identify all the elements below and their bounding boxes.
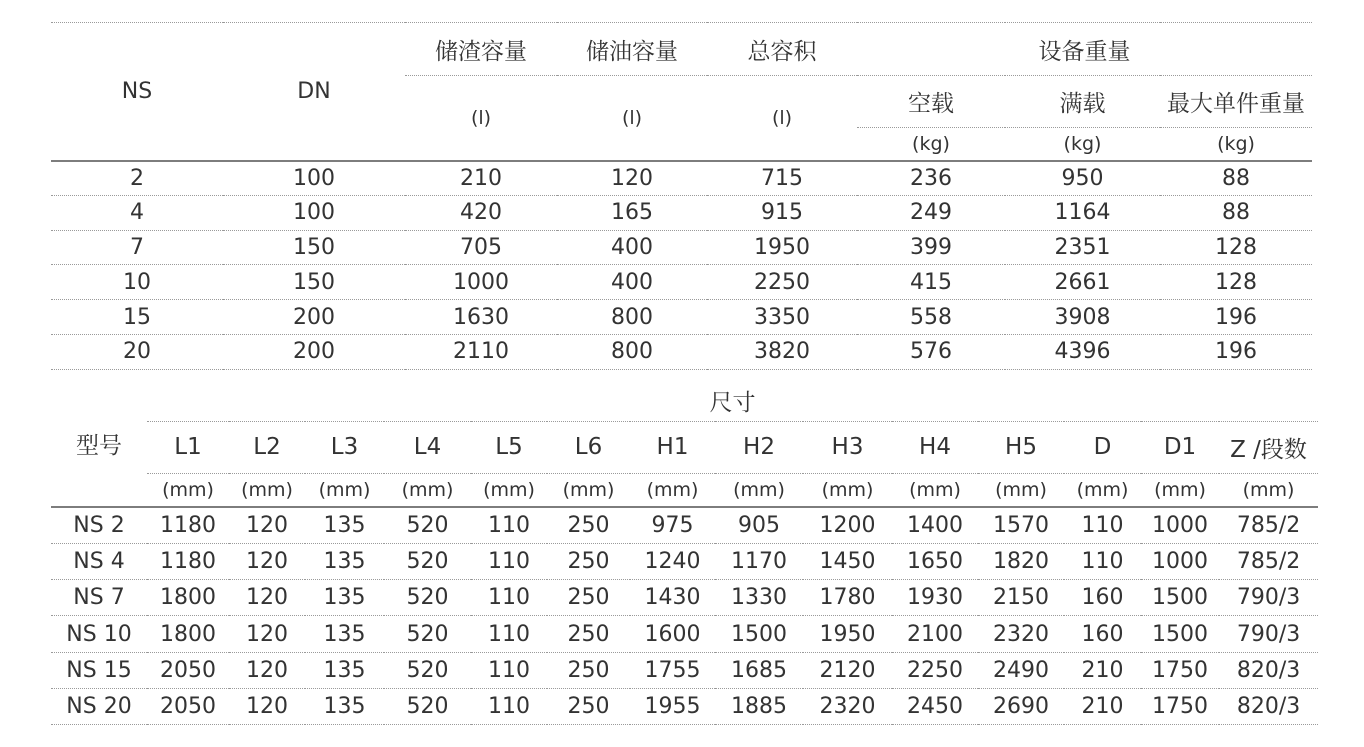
table-cell: 1800 bbox=[147, 616, 229, 652]
table-cell: 4396 bbox=[1005, 334, 1160, 369]
table-cell: 2 bbox=[51, 161, 223, 196]
table-cell: 1800 bbox=[147, 580, 229, 616]
header-total-volume: 总容积 bbox=[707, 23, 857, 76]
table-cell: 200 bbox=[223, 334, 405, 369]
column-header: D bbox=[1064, 421, 1141, 473]
table-cell: 399 bbox=[857, 230, 1005, 265]
table-cell: 1400 bbox=[892, 507, 978, 543]
unit-slag: (l) bbox=[405, 76, 557, 161]
column-header: D1 bbox=[1141, 421, 1219, 473]
table-cell: 785/2 bbox=[1219, 507, 1318, 543]
table-row bbox=[51, 265, 1312, 300]
table-cell: 196 bbox=[1160, 300, 1312, 335]
column-header: H4 bbox=[892, 421, 978, 473]
model-cell: NS 15 bbox=[51, 652, 147, 688]
table-cell: 1430 bbox=[630, 580, 715, 616]
table-cell: 210 bbox=[405, 161, 557, 196]
table-cell: 820/3 bbox=[1219, 688, 1318, 724]
table-cell: 120 bbox=[229, 507, 305, 543]
table-row bbox=[51, 230, 1312, 265]
table-cell: 7 bbox=[51, 230, 223, 265]
table-cell: 1000 bbox=[405, 265, 557, 300]
header-dn: DN bbox=[223, 23, 405, 161]
table-cell: 1685 bbox=[715, 652, 803, 688]
table-cell: 165 bbox=[557, 195, 707, 230]
table-cell: 1750 bbox=[1141, 652, 1219, 688]
dimensions-table bbox=[51, 381, 1318, 725]
table-cell: 150 bbox=[223, 230, 405, 265]
table-cell: 249 bbox=[857, 195, 1005, 230]
dimension-units-row bbox=[51, 473, 1318, 507]
table-cell: 1820 bbox=[978, 543, 1064, 579]
table-cell: 110 bbox=[471, 652, 547, 688]
table-cell: 820/3 bbox=[1219, 652, 1318, 688]
table-cell: 250 bbox=[547, 507, 630, 543]
capacity-weight-table bbox=[51, 22, 1312, 370]
table-cell: 1750 bbox=[1141, 688, 1219, 724]
table-cell: 160 bbox=[1064, 580, 1141, 616]
table-cell: 3908 bbox=[1005, 300, 1160, 335]
table-cell: 135 bbox=[305, 507, 384, 543]
model-cell: NS 10 bbox=[51, 616, 147, 652]
dimension-column-headers bbox=[51, 421, 1318, 473]
table-cell: 400 bbox=[557, 265, 707, 300]
table-cell: 400 bbox=[557, 230, 707, 265]
unit-label: (mm) bbox=[978, 473, 1064, 507]
table-cell: 250 bbox=[547, 616, 630, 652]
unit-max-single: (kg) bbox=[1160, 128, 1312, 161]
header-ns: NS bbox=[51, 23, 223, 161]
table-cell: 520 bbox=[384, 688, 471, 724]
table-cell: 1780 bbox=[803, 580, 892, 616]
table-cell: 2320 bbox=[803, 688, 892, 724]
table-cell: 1200 bbox=[803, 507, 892, 543]
unit-label: (mm) bbox=[1064, 473, 1141, 507]
table-cell: 2120 bbox=[803, 652, 892, 688]
table-cell: 1950 bbox=[803, 616, 892, 652]
table-cell: 705 bbox=[405, 230, 557, 265]
table-cell: 1180 bbox=[147, 543, 229, 579]
table-cell: 196 bbox=[1160, 334, 1312, 369]
table-cell: 250 bbox=[547, 580, 630, 616]
table-cell: 975 bbox=[630, 507, 715, 543]
unit-label: (mm) bbox=[1141, 473, 1219, 507]
table-cell: 1500 bbox=[1141, 580, 1219, 616]
table-cell: 200 bbox=[223, 300, 405, 335]
table-cell: 1240 bbox=[630, 543, 715, 579]
table-cell: 1000 bbox=[1141, 507, 1219, 543]
unit-full: (kg) bbox=[1005, 128, 1160, 161]
table-cell: 110 bbox=[471, 688, 547, 724]
unit-label: (mm) bbox=[471, 473, 547, 507]
table-row bbox=[51, 616, 1318, 652]
table-cell: 110 bbox=[471, 543, 547, 579]
unit-label: (mm) bbox=[229, 473, 305, 507]
table-cell: 135 bbox=[305, 543, 384, 579]
header-equipment-weight: 设备重量 bbox=[857, 23, 1312, 76]
unit-total: (l) bbox=[707, 76, 857, 161]
table-cell: 110 bbox=[1064, 543, 1141, 579]
table-cell: 2661 bbox=[1005, 265, 1160, 300]
table-cell: 2690 bbox=[978, 688, 1064, 724]
table-cell: 2110 bbox=[405, 334, 557, 369]
unit-label: (mm) bbox=[1219, 473, 1318, 507]
column-header: Z /段数 bbox=[1219, 421, 1318, 473]
table-cell: 1170 bbox=[715, 543, 803, 579]
unit-label: (mm) bbox=[147, 473, 229, 507]
table-cell: 3820 bbox=[707, 334, 857, 369]
table-row bbox=[51, 652, 1318, 688]
column-header: L6 bbox=[547, 421, 630, 473]
table-row bbox=[51, 580, 1318, 616]
table-cell: 120 bbox=[229, 580, 305, 616]
table-cell: 1450 bbox=[803, 543, 892, 579]
table-cell: 110 bbox=[1064, 507, 1141, 543]
table-cell: 120 bbox=[229, 543, 305, 579]
column-header: H1 bbox=[630, 421, 715, 473]
table-cell: 905 bbox=[715, 507, 803, 543]
unit-oil: (l) bbox=[557, 76, 707, 161]
table-cell: 1630 bbox=[405, 300, 557, 335]
table-cell: 110 bbox=[471, 507, 547, 543]
unit-label: (mm) bbox=[384, 473, 471, 507]
table-cell: 1930 bbox=[892, 580, 978, 616]
table-cell: 2150 bbox=[978, 580, 1064, 616]
table-row bbox=[51, 543, 1318, 579]
table-cell: 1500 bbox=[715, 616, 803, 652]
table-cell: 520 bbox=[384, 507, 471, 543]
table-row bbox=[51, 161, 1312, 196]
table-cell: 520 bbox=[384, 616, 471, 652]
table-cell: 1164 bbox=[1005, 195, 1160, 230]
table-cell: 250 bbox=[547, 652, 630, 688]
dimensions-table-body bbox=[51, 507, 1318, 725]
table-cell: 1600 bbox=[630, 616, 715, 652]
table-cell: 520 bbox=[384, 543, 471, 579]
unit-label: (mm) bbox=[305, 473, 384, 507]
table-cell: 950 bbox=[1005, 161, 1160, 196]
table-cell: 88 bbox=[1160, 195, 1312, 230]
table-cell: 790/3 bbox=[1219, 580, 1318, 616]
table-cell: 20 bbox=[51, 334, 223, 369]
table-cell: 2050 bbox=[147, 652, 229, 688]
table-cell: 576 bbox=[857, 334, 1005, 369]
table-cell: 210 bbox=[1064, 652, 1141, 688]
column-header: L1 bbox=[147, 421, 229, 473]
table-cell: 2100 bbox=[892, 616, 978, 652]
table-cell: 110 bbox=[471, 616, 547, 652]
table-cell: 100 bbox=[223, 161, 405, 196]
table-cell: 1330 bbox=[715, 580, 803, 616]
column-header: L5 bbox=[471, 421, 547, 473]
table-cell: 1570 bbox=[978, 507, 1064, 543]
unit-label: (mm) bbox=[892, 473, 978, 507]
table-cell: 120 bbox=[229, 688, 305, 724]
table-cell: 785/2 bbox=[1219, 543, 1318, 579]
table-cell: 250 bbox=[547, 688, 630, 724]
table-cell: 2351 bbox=[1005, 230, 1160, 265]
table-cell: 1885 bbox=[715, 688, 803, 724]
table-cell: 2320 bbox=[978, 616, 1064, 652]
table-cell: 10 bbox=[51, 265, 223, 300]
table-cell: 800 bbox=[557, 334, 707, 369]
table-cell: 135 bbox=[305, 688, 384, 724]
unit-empty: (kg) bbox=[857, 128, 1005, 161]
table-cell: 120 bbox=[229, 616, 305, 652]
column-header: L2 bbox=[229, 421, 305, 473]
header-empty-load: 空载 bbox=[857, 76, 1005, 128]
table-cell: 3350 bbox=[707, 300, 857, 335]
column-header: L4 bbox=[384, 421, 471, 473]
table-cell: 1755 bbox=[630, 652, 715, 688]
header-slag-capacity: 储渣容量 bbox=[405, 23, 557, 76]
table-cell: 1180 bbox=[147, 507, 229, 543]
header-max-single-weight: 最大单件重量 bbox=[1160, 76, 1312, 128]
table-cell: 1500 bbox=[1141, 616, 1219, 652]
table-cell: 120 bbox=[557, 161, 707, 196]
table-cell: 800 bbox=[557, 300, 707, 335]
table-cell: 2250 bbox=[892, 652, 978, 688]
table-cell: 1955 bbox=[630, 688, 715, 724]
table-cell: 2250 bbox=[707, 265, 857, 300]
table-cell: 110 bbox=[471, 580, 547, 616]
column-header: H2 bbox=[715, 421, 803, 473]
table-cell: 715 bbox=[707, 161, 857, 196]
table-cell: 128 bbox=[1160, 265, 1312, 300]
model-cell: NS 2 bbox=[51, 507, 147, 543]
table-cell: 520 bbox=[384, 652, 471, 688]
table-cell: 558 bbox=[857, 300, 1005, 335]
table-cell: 120 bbox=[229, 652, 305, 688]
column-header: H3 bbox=[803, 421, 892, 473]
capacity-table-body bbox=[51, 161, 1312, 370]
column-header: L3 bbox=[305, 421, 384, 473]
unit-label: (mm) bbox=[630, 473, 715, 507]
table-cell: 88 bbox=[1160, 161, 1312, 196]
table-cell: 135 bbox=[305, 580, 384, 616]
table-cell: 1000 bbox=[1141, 543, 1219, 579]
table-row bbox=[51, 688, 1318, 724]
table-cell: 236 bbox=[857, 161, 1005, 196]
table-row bbox=[51, 334, 1312, 369]
table-cell: 915 bbox=[707, 195, 857, 230]
column-header: H5 bbox=[978, 421, 1064, 473]
table-cell: 420 bbox=[405, 195, 557, 230]
model-cell: NS 4 bbox=[51, 543, 147, 579]
table-cell: 2050 bbox=[147, 688, 229, 724]
table-cell: 210 bbox=[1064, 688, 1141, 724]
unit-label: (mm) bbox=[715, 473, 803, 507]
table-cell: 250 bbox=[547, 543, 630, 579]
model-cell: NS 20 bbox=[51, 688, 147, 724]
table-cell: 150 bbox=[223, 265, 405, 300]
table-cell: 2450 bbox=[892, 688, 978, 724]
table-cell: 520 bbox=[384, 580, 471, 616]
header-full-load: 满载 bbox=[1005, 76, 1160, 128]
table-cell: 2490 bbox=[978, 652, 1064, 688]
header-oil-capacity: 储油容量 bbox=[557, 23, 707, 76]
table-cell: 415 bbox=[857, 265, 1005, 300]
header-size: 尺寸 bbox=[147, 381, 1318, 421]
table-cell: 4 bbox=[51, 195, 223, 230]
table-cell: 135 bbox=[305, 652, 384, 688]
table-cell: 128 bbox=[1160, 230, 1312, 265]
table-cell: 1950 bbox=[707, 230, 857, 265]
table-row bbox=[51, 300, 1312, 335]
table-cell: 135 bbox=[305, 616, 384, 652]
table-row bbox=[51, 507, 1318, 543]
unit-label: (mm) bbox=[547, 473, 630, 507]
table-cell: 160 bbox=[1064, 616, 1141, 652]
table-row bbox=[51, 195, 1312, 230]
model-cell: NS 7 bbox=[51, 580, 147, 616]
unit-label: (mm) bbox=[803, 473, 892, 507]
table-cell: 790/3 bbox=[1219, 616, 1318, 652]
table-cell: 100 bbox=[223, 195, 405, 230]
header-model: 型号 bbox=[51, 381, 147, 507]
table-cell: 15 bbox=[51, 300, 223, 335]
table-cell: 1650 bbox=[892, 543, 978, 579]
